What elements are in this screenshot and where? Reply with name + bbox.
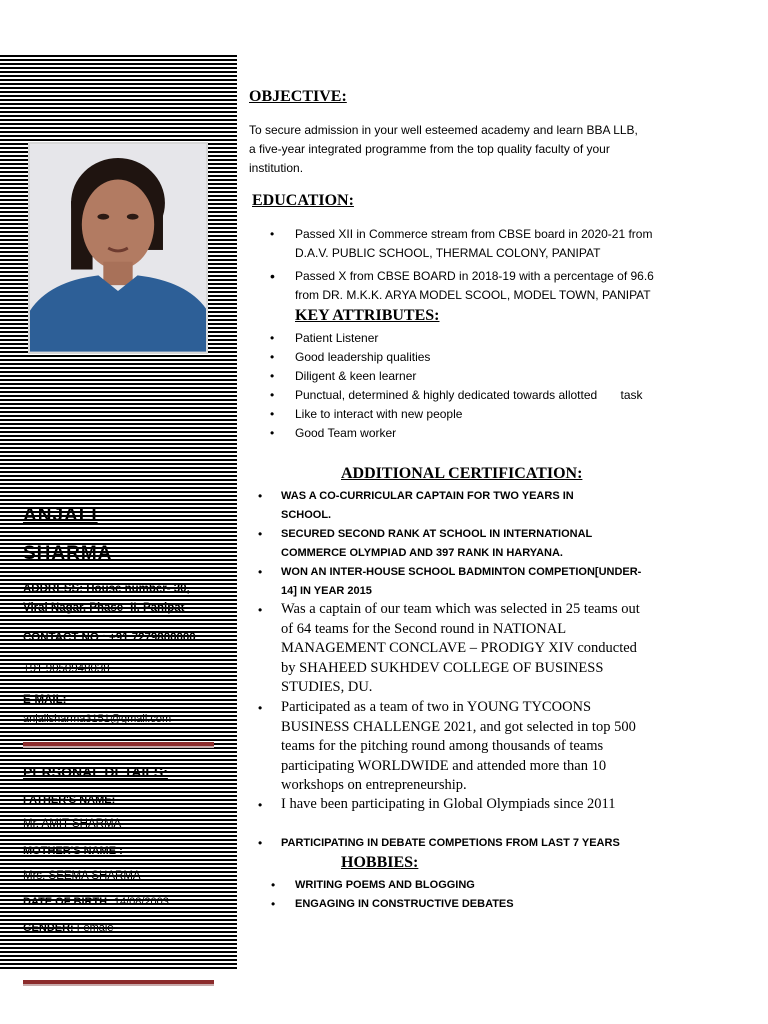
- certification-line: SCHOOL.: [281, 509, 332, 521]
- gender-value: Female: [73, 922, 114, 934]
- profile-photo: [28, 142, 208, 354]
- certification-line: SECURED SECOND RANK AT SCHOOL IN INTERNATIONAL: [281, 528, 593, 540]
- dob-label: DATE OF BIRTH:: [23, 896, 111, 908]
- bullet-icon: •: [258, 603, 263, 617]
- objective-line: institution.: [249, 161, 304, 175]
- certification-line: STUDIES, DU.: [281, 679, 373, 695]
- debate-item: PARTICIPATING IN DEBATE COMPETIONS FROM LAST 7 YEARS: [281, 837, 620, 849]
- objective-heading: OBJECTIVE:: [249, 88, 347, 105]
- certification-line: BUSINESS CHALLENGE 2021, and got selected in top 500: [281, 718, 636, 735]
- certification-line: WON AN INTER-HOUSE SCHOOL BADMINTON COMPETION[UNDER-: [281, 566, 642, 578]
- education-line: from DR. M.K.K. ARYA MODEL SCOOL, MODEL TOWN, PANIPAT: [295, 288, 651, 302]
- certification-item: [281, 600, 640, 698]
- attribute-text: Patient Listener: [295, 331, 379, 345]
- education-heading: EDUCATION:: [252, 192, 354, 209]
- mother-label: MOTHER'S NAME :: [23, 845, 123, 857]
- last-name: SHARMA: [23, 543, 113, 564]
- certification-line: COMMERCE OLYMPIAD AND 397 RANK IN HARYANA.: [281, 547, 563, 559]
- bullet-icon: •: [258, 798, 263, 812]
- hobby-item: ENGAGING IN CONSTRUCTIVE DEBATES: [295, 898, 514, 910]
- certification-line: workshops on entrepreneurship.: [281, 777, 467, 793]
- certification-line: Was a captain of our team which was selected in 25 teams out: [281, 601, 640, 617]
- bullet-icon: •: [270, 407, 275, 421]
- gender-label: GENDER:: [23, 922, 74, 934]
- bullet-icon: •: [270, 268, 275, 284]
- gender-row: [23, 922, 113, 934]
- education-item: [295, 225, 652, 263]
- bullet-icon: •: [271, 878, 276, 892]
- attribute-text: Punctual, determined & highly dedicated towards allotted task: [295, 388, 643, 402]
- certification-line: participating WORLDWIDE and attended more than 10: [281, 757, 607, 774]
- certification-line: I have been participating in Global Olympiads since 2011: [281, 796, 616, 812]
- bullet-icon: •: [270, 227, 275, 241]
- contact-number-2: +91 9050948038: [23, 663, 110, 675]
- objective-text: [249, 121, 719, 178]
- email-label: E-MAIL:: [23, 694, 67, 706]
- bullet-icon: •: [258, 565, 263, 579]
- certification-line: WAS A CO-CURRICULAR CAPTAIN FOR TWO YEARS IN: [281, 490, 574, 502]
- attribute-text: Like to interact with new people: [295, 407, 463, 421]
- education-item: [295, 267, 654, 305]
- father-value: Mr. AMIT SHARMA: [23, 818, 122, 830]
- certification-item: [281, 698, 636, 796]
- bullet-icon: •: [270, 350, 275, 364]
- first-name: ANJALI: [23, 505, 98, 526]
- bullet-icon: •: [258, 527, 263, 541]
- attribute-text: Good leadership qualities: [295, 350, 431, 364]
- bullet-icon: •: [270, 369, 275, 383]
- certification-item: [281, 795, 615, 815]
- dob-row: [23, 896, 169, 908]
- education-line: Passed XII in Commerce stream from CBSE board in 2020-21 from: [295, 227, 653, 241]
- certification-item: [281, 487, 574, 525]
- email-link[interactable]: anjalisharma3151@gmail.com: [23, 713, 172, 725]
- bullet-icon: •: [258, 489, 263, 503]
- key-attributes-heading: KEY ATTRIBUTES:: [295, 307, 440, 324]
- divider-bottom: [23, 980, 214, 986]
- address-line-1: ADDRESS: House number- 30,: [23, 583, 190, 595]
- hobby-item: WRITING POEMS AND BLOGGING: [295, 879, 475, 891]
- bullet-icon: •: [270, 388, 275, 402]
- objective-line: a five-year integrated programme from the top quality faculty of your: [249, 142, 610, 156]
- attribute-text: Good Team worker: [295, 426, 397, 440]
- bullet-icon: •: [258, 701, 263, 715]
- certification-item: [281, 525, 592, 563]
- contact-number: CONTACT NO.: +91 7279800000: [23, 632, 196, 644]
- mother-value: Mrs. SEEMA SHARMA: [23, 870, 141, 882]
- certification-line: 14] IN YEAR 2015: [281, 585, 372, 597]
- certification-heading: ADDITIONAL CERTIFICATION:: [341, 465, 583, 482]
- attribute-text: Diligent & keen learner: [295, 369, 417, 383]
- certification-line: Participated as a team of two in YOUNG TYCOONS: [281, 699, 592, 715]
- education-line: Passed X from CBSE BOARD in 2018-19 with a percentage of 96.6: [295, 269, 654, 283]
- certification-line: of 64 teams for the Second round in NATIONAL: [281, 620, 567, 637]
- education-line: D.A.V. PUBLIC SCHOOL, THERMAL COLONY, PANIPAT: [295, 246, 601, 260]
- dob-value: 14/08/2003: [110, 896, 169, 908]
- certification-line: MANAGEMENT CONCLAVE – PRODIGY XIV conducted: [281, 640, 637, 656]
- objective-line: To secure admission in your well esteemed academy and learn BBA LLB,: [249, 123, 638, 137]
- certification-item: [281, 563, 641, 601]
- bullet-icon: •: [271, 897, 276, 911]
- personal-details-heading: PERSONAL DETAILS:: [23, 764, 168, 780]
- certification-line: teams for the pitching round among thousands of teams: [281, 738, 604, 754]
- bullet-icon: •: [258, 836, 263, 850]
- hobbies-heading: HOBBIES:: [341, 854, 419, 871]
- certification-line: by SHAHEED SUKHDEV COLLEGE OF BUSINESS: [281, 659, 604, 676]
- bullet-icon: •: [270, 426, 275, 440]
- bullet-icon: •: [270, 331, 275, 345]
- divider-top: [23, 742, 214, 748]
- address-line-2: Viral Nagar, Phase -II, Panipat: [23, 602, 185, 614]
- father-label: FATHER'S NAME:: [23, 794, 116, 806]
